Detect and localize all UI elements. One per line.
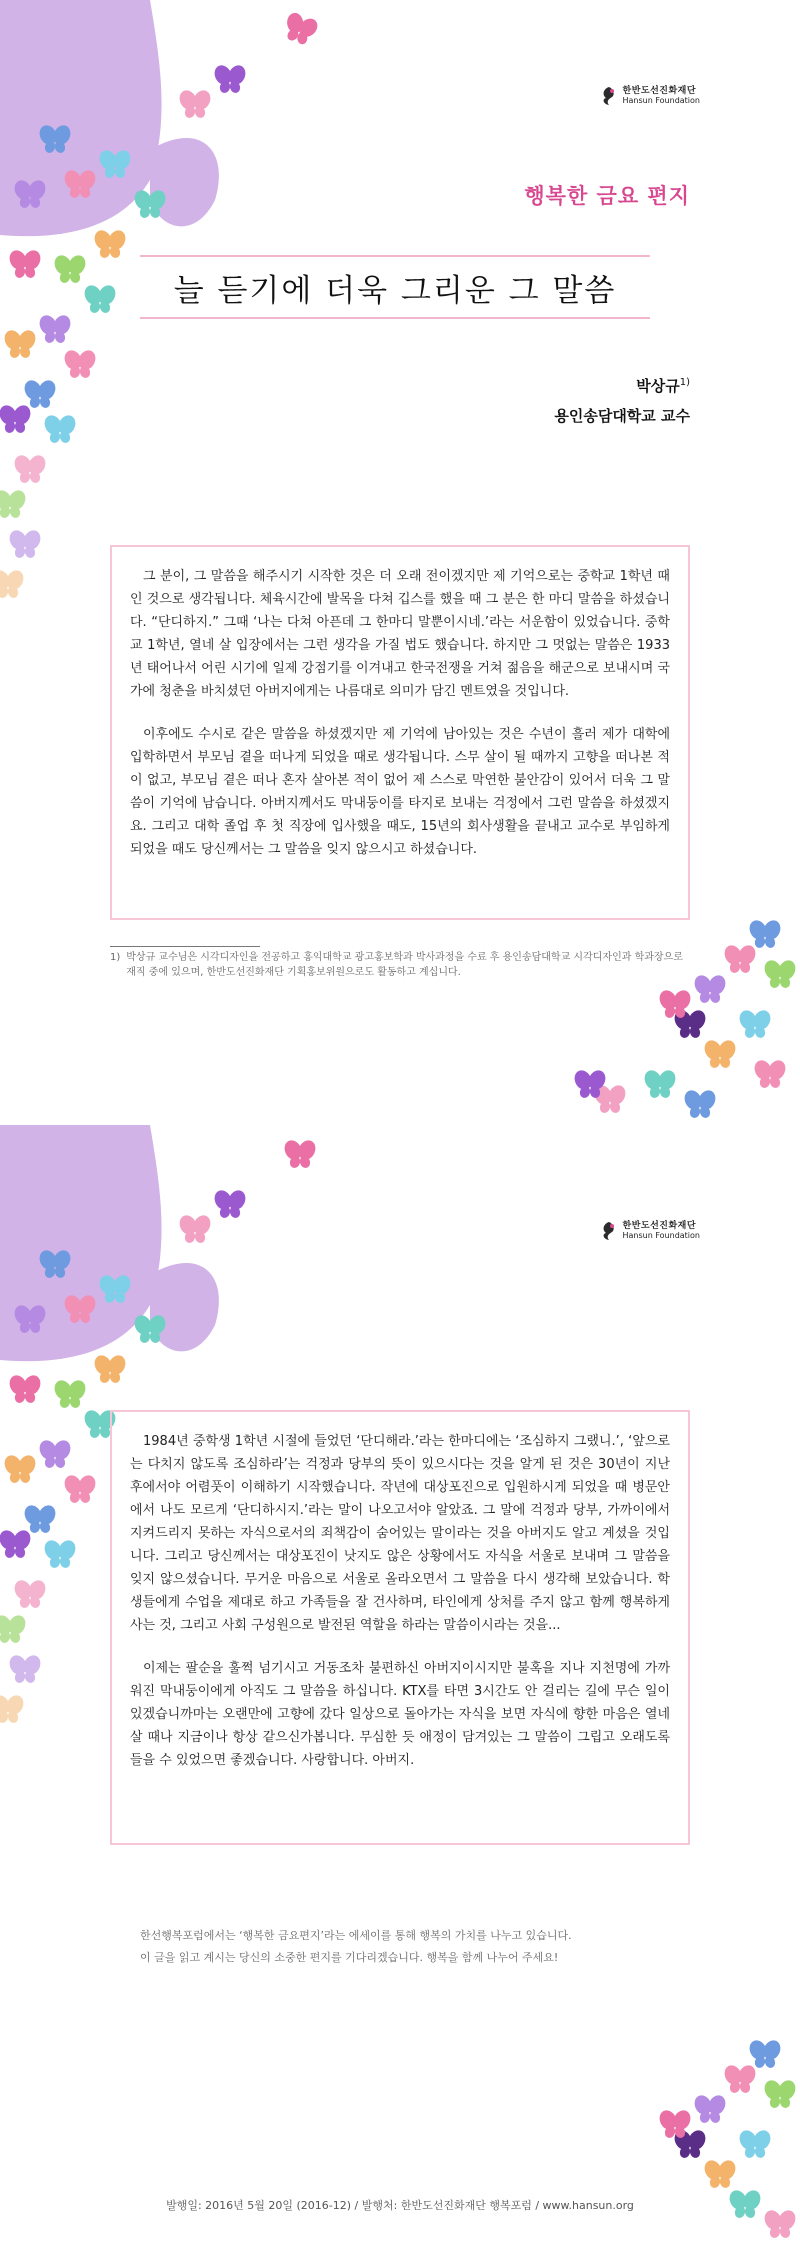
butterfly-decoration-bottom-right-icon — [570, 2035, 800, 2245]
footnote-mark: 1) — [110, 952, 121, 963]
letter-paragraph: 이후에도 수시로 같은 말씀을 하셨겠지만 제 기억에 남아있는 것은 수년이 흘러 제가 대학에 입학하면서 부모님 곁을 떠나게 되었을 때로 생각됩니다. 스무 살이 될 때까지 고향을 떠나본 적이 없고, 부모님 곁은 떠나 혼자 살아본 적이 없어 제 스스로 막연한 불안감이 있어서 더욱 그 말씀이 기억에 남습니다. 아버지께서도 막내둥이를 타지로 보내는 걱정에서 그런 말씀을 하셨겠지요. 그리고 대학 졸업 후 첫 직장에 입사했을 때도, 15년의 회사생활을 끝내고 교수로 부임하게 되었을 때도 당신께서는 그 말씀을 잊지 않으시고 하셨습니다. — [130, 727, 670, 857]
letter-body-box — [110, 545, 690, 920]
logo-name-english: Hansun Foundation — [622, 95, 700, 105]
letter-paragraph: 이제는 팔순을 훌쩍 넘기시고 거동조차 불편하신 아버지이시지만 불혹을 지나 지천명에 가까워진 막내둥이에게 아직도 그 말씀을 하십니다. KTX를 타면 3시간도 안 걸리는 길에 무슨 일이 있겠습니까마는 오랜만에 고향에 갔다 일상으로 돌아가는 자식을 보면 자식에 향한 마음은 열네 살 때나 지금이나 항상 같으신가봅니다. 무심한 듯 애정이 담겨있는 그 말씀이 그립고 오래도록 들을 수 있었으면 좋겠습니다. 사랑합니다. 아버지. — [130, 1661, 670, 1768]
letter-page-1 — [0, 0, 800, 1125]
letter-paragraph: 1984년 중학생 1학년 시절에 들었던 ‘단디해라.’라는 한마디에는 ‘조심하지 그랬니.’, ‘앞으로는 다치지 않도록 조심하라’는 걱정과 당부의 뜻이 있으시다는 것을 알게 된 것은 30년이 지난 후에서야 어렴풋이 이해하기 시작했습니다. 작년에 대상포진으로 입원하시게 되었을 때 병문안에서 나도 모르게 ‘단디하시지.’라는 말이 나오고서야 알았죠. 그 말에 걱정과 당부, 가까이에서 지켜드리지 못하는 자식으로서의 죄책감이 숨어있는 말이라는 것을 아버지도 알고 계셨을 것입니다. 그리고 당신께서는 대상포진이 낫지도 않은 상황에서도 자식을 서울로 보내며 그 말씀을 잊지 않으셨습니다. 무거운 마음으로 서울로 올라오면서 그 말씀을 다시 생각해 보았습니다. 학생들에게 수업을 제대로 하고 가족들을 잘 건사하며, 타인에게 상처를 주지 않고 함께 행복하게 사는 것, 그리고 사회 구성원으로 발전된 역할을 하라는 말씀이시라는 것을... — [130, 1434, 670, 1633]
footnote-divider — [110, 946, 260, 947]
footnote — [110, 950, 690, 980]
logo-name-korean: 한반도선진화재단 — [622, 86, 697, 97]
letter-paragraph: 그 분이, 그 말씀을 해주시기 시작한 것은 더 오래 전이겠지만 제 기억으로는 중학교 1학년 때인 것으로 생각됩니다. 체육시간에 발목을 다쳐 깁스를 했을 때 그 분은 한 마디 말씀을 하셨습니다. “단디하지.” 그때 ‘나는 다쳐 아픈데 그 한마디 말뿐이시네.’라는 서운함이 있었습니다. 중학교 1학년, 열네 살 입장에서는 그런 생각을 가질 법도 했습니다. 하지만 그 멋없는 말씀은 1933년 태어나서 어린 시기에 일제 강점기를 이겨내고 한국전쟁을 거쳐 젊음을 해군으로 보내시며 국가에 청춘을 바치셨던 아버지에게는 나름대로 의미가 담긴 멘트였을 것입니다. — [130, 569, 670, 699]
foundation-logo-icon — [600, 86, 618, 106]
letter-body-box — [110, 1410, 690, 1845]
author-affiliation: 용인송담대학교 교수 — [554, 407, 690, 425]
foundation-logo — [600, 86, 701, 106]
footnote-text: 박상규 교수님은 시각디자인을 전공하고 홍익대학교 광고홍보학과 박사과정을 수료 후 용인송담대학교 시각디자인과 학과장으로 재직 중에 있으며, 한반도선진화재단 기획홍보위원으로도 활동하고 계십니다. — [126, 952, 683, 978]
closing-message — [140, 1925, 680, 1969]
page-title: 늘 듣기에 더욱 그리운 그 말씀 — [140, 255, 650, 319]
butterfly-decoration-bottom-right-icon — [570, 915, 800, 1125]
author-name: 박상규 — [636, 377, 680, 395]
publication-info: 발행일: 2016년 5월 20일 (2016-12) / 발행처: 한반도선진화재단 행복포럼 / www.hansun.org — [166, 2199, 634, 2212]
logo-name-english: Hansun Foundation — [622, 1230, 700, 1240]
foundation-logo — [600, 1221, 701, 1241]
logo-name-korean: 한반도선진화재단 — [622, 1221, 697, 1232]
closing-line: 한선행복포럼에서는 ‘행복한 금요편지’라는 에세이를 통해 행복의 가치를 나누고 있습니다. — [140, 1929, 572, 1942]
letter-page-2 — [0, 1125, 800, 2265]
author-footnote-mark: 1) — [679, 377, 690, 388]
author-block — [554, 368, 690, 431]
foundation-logo-icon — [600, 1221, 618, 1241]
closing-line: 이 글을 읽고 계시는 당신의 소중한 편지를 기다리겠습니다. 행복을 함께 나누어 주세요! — [140, 1951, 559, 1964]
series-title: 행복한 금요 편지 — [524, 184, 690, 208]
